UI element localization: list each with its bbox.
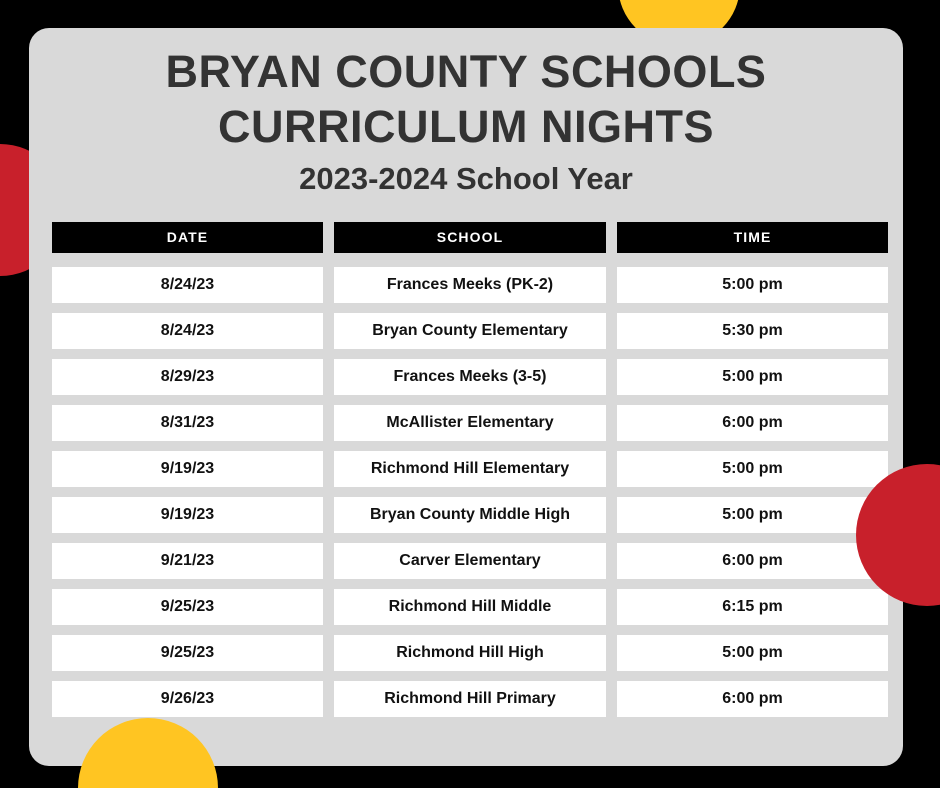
cell-time: 5:00 pm xyxy=(617,451,888,487)
cell-date: 8/29/23 xyxy=(52,359,323,395)
table-row xyxy=(52,313,888,349)
cell-time: 5:00 pm xyxy=(617,497,888,533)
page-title-line-2: CURRICULUM NIGHTS xyxy=(218,101,714,152)
cell-school: Carver Elementary xyxy=(334,543,606,579)
page-title-line-1: BRYAN COUNTY SCHOOLS xyxy=(165,46,767,97)
cell-time: 5:00 pm xyxy=(617,359,888,395)
table-row xyxy=(52,405,888,441)
cell-time: 5:00 pm xyxy=(617,635,888,671)
cell-date: 9/21/23 xyxy=(52,543,323,579)
cell-time: 6:15 pm xyxy=(617,589,888,625)
cell-time: 5:00 pm xyxy=(617,267,888,303)
cell-date: 9/19/23 xyxy=(52,497,323,533)
cell-date: 9/25/23 xyxy=(52,635,323,671)
cell-time: 5:30 pm xyxy=(617,313,888,349)
table-row xyxy=(52,451,888,487)
page-subtitle: 2023-2024 School Year xyxy=(299,161,633,196)
table-row xyxy=(52,267,888,303)
table-row xyxy=(52,497,888,533)
cell-date: 8/31/23 xyxy=(52,405,323,441)
table-header-row xyxy=(52,222,888,253)
cell-school: Richmond Hill Elementary xyxy=(334,451,606,487)
table-row xyxy=(52,543,888,579)
table-row xyxy=(52,681,888,717)
flyer-card xyxy=(29,28,903,766)
column-header-time: TIME xyxy=(617,222,888,253)
cell-school: Bryan County Elementary xyxy=(334,313,606,349)
cell-date: 8/24/23 xyxy=(52,313,323,349)
cell-time: 6:00 pm xyxy=(617,681,888,717)
table-row xyxy=(52,589,888,625)
cell-school: Richmond Hill Primary xyxy=(334,681,606,717)
column-header-school: SCHOOL xyxy=(334,222,606,253)
cell-date: 8/24/23 xyxy=(52,267,323,303)
cell-school: McAllister Elementary xyxy=(334,405,606,441)
table-body xyxy=(52,267,888,717)
cell-date: 9/25/23 xyxy=(52,589,323,625)
cell-school: Richmond Hill High xyxy=(334,635,606,671)
table-row xyxy=(52,635,888,671)
cell-date: 9/26/23 xyxy=(52,681,323,717)
cell-school: Bryan County Middle High xyxy=(334,497,606,533)
cell-school: Richmond Hill Middle xyxy=(334,589,606,625)
cell-time: 6:00 pm xyxy=(617,543,888,579)
cell-school: Frances Meeks (3-5) xyxy=(334,359,606,395)
table-row xyxy=(52,359,888,395)
curriculum-nights-table xyxy=(52,222,888,727)
flyer-header xyxy=(29,28,903,198)
cell-date: 9/19/23 xyxy=(52,451,323,487)
column-header-date: DATE xyxy=(52,222,323,253)
cell-school: Frances Meeks (PK-2) xyxy=(334,267,606,303)
cell-time: 6:00 pm xyxy=(617,405,888,441)
